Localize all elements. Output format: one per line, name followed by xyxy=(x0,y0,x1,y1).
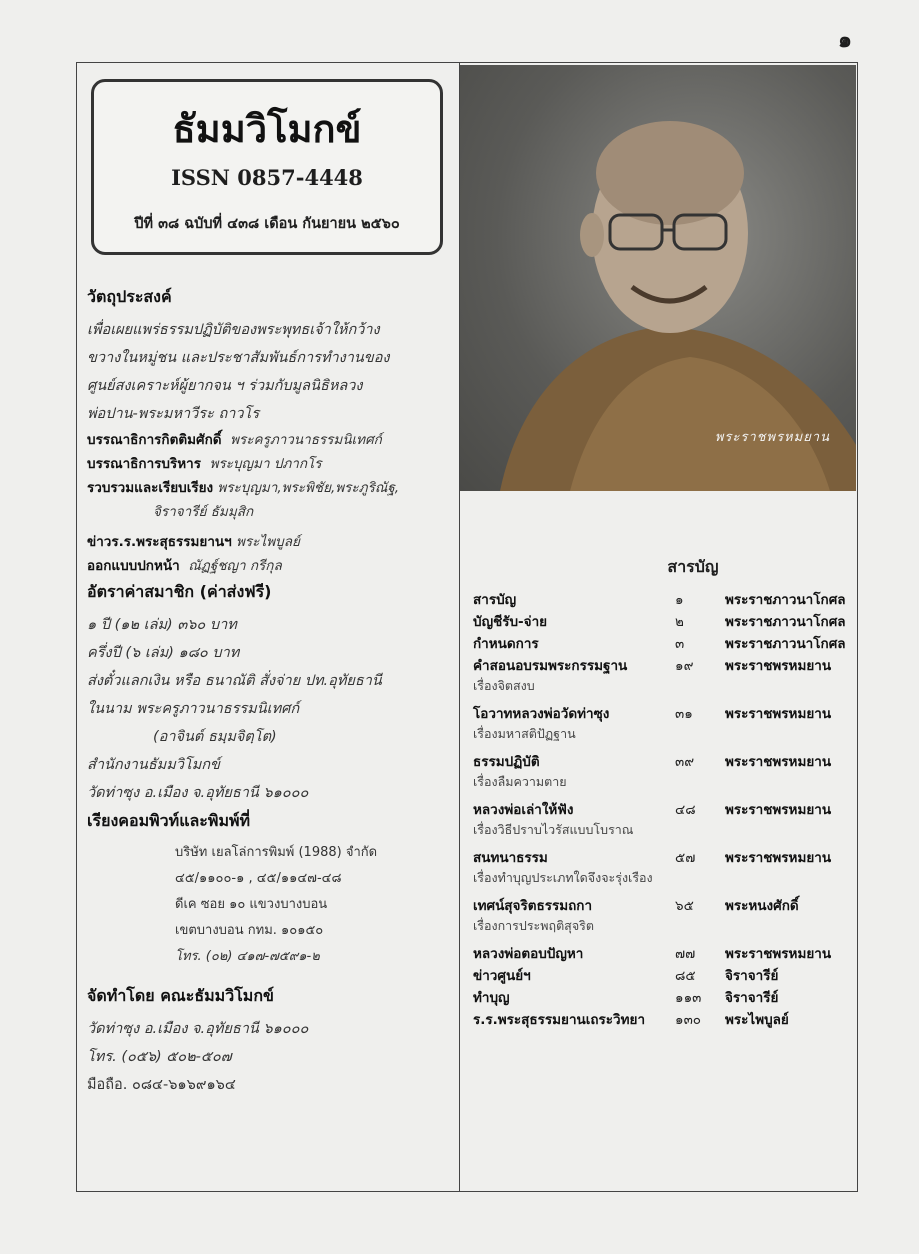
toc-row xyxy=(473,986,853,1008)
toc-row xyxy=(473,1008,853,1030)
toc-page: ๓๑ xyxy=(675,706,693,722)
subscription-line: ในนาม พระครูภาวนาธรรมนิเทศก์ xyxy=(87,701,300,717)
toc-author: พระราชพรหมยาน xyxy=(725,706,832,722)
subscription-line: (อาจินต์ ธมฺมจิตฺโต) xyxy=(153,729,277,745)
toc-row xyxy=(473,942,853,964)
printing-line: โทร. (๐๒) ๔๑๗-๗๕๙๑-๒ xyxy=(175,949,320,964)
toc-title: ร.ร.พระสุธรรมยานเถระวิทยา xyxy=(473,1012,646,1028)
photo-signature: พระราชพรหมยาน xyxy=(714,430,830,445)
toc-title: ธรรมปฏิบัติ xyxy=(473,754,540,770)
credit-name: จิราจารีย์ ธัมมุสิก xyxy=(153,504,254,520)
subscription-heading: อัตราค่าสมาชิก (ค่าส่งฟรี) xyxy=(87,582,272,601)
toc-row xyxy=(473,702,853,724)
credit-name: พระบุญมา ปภากโร xyxy=(209,456,322,472)
toc-subtitle: เรื่องทำบุญประเภทใดจึงจะรุ่งเรือง xyxy=(473,870,653,885)
producer-line: โทร. (๐๕๖) ๕๐๒-๕๐๗ xyxy=(87,1049,232,1065)
page-number: ๑ xyxy=(838,28,852,53)
toc-row xyxy=(473,632,853,654)
subscription-line: ส่งตั๋วแลกเงิน หรือ ธนาณัติ สั่งจ่าย ปท.อุทัยธานี xyxy=(87,673,382,689)
toc-subtitle: เรื่องการประพฤติสุจริต xyxy=(473,918,594,933)
toc-author: พระราชพรหมยาน xyxy=(725,946,832,962)
objectives-line: ศูนย์สงเคราะห์ผู้ยากจน ฯ ร่วมกับมูลนิธิหลวง xyxy=(87,378,363,394)
toc-author: จิราจารีย์ xyxy=(725,990,779,1006)
toc-page: ๑๓๐ xyxy=(675,1012,702,1028)
toc-page: ๘๕ xyxy=(675,968,696,984)
credit-name: ณัฏฐ์ชญา กรีกุล xyxy=(188,558,282,574)
toc-title: สารบัญ xyxy=(473,592,517,608)
toc-author: จิราจารีย์ xyxy=(725,968,779,984)
toc-title: คำสอนอบรมพระกรรมฐาน xyxy=(473,658,628,674)
toc-title: หลวงพ่อตอบปัญหา xyxy=(473,946,584,962)
producer-line: มือถือ. ๐๘๔-๖๑๖๙๑๖๔ xyxy=(87,1077,236,1093)
credit-role: บรรณาธิการบริหาร xyxy=(87,456,201,472)
toc-subtitle: เรื่องลืมความตาย xyxy=(473,774,567,789)
toc-page: ๖๕ xyxy=(675,898,694,914)
toc-page: ๔๘ xyxy=(675,802,696,818)
objectives-line: พ่อปาน-พระมหาวีระ ถาวโร xyxy=(87,406,260,422)
objectives-line: ขวางในหมู่ชน และประชาสัมพันธ์การทำงานของ xyxy=(87,350,390,366)
credit-line xyxy=(87,428,455,452)
masthead xyxy=(91,79,443,255)
toc-row xyxy=(473,894,853,916)
toc-author: พระราชภาวนาโกศล xyxy=(725,614,846,630)
credit-role: รวบรวมและเรียบเรียง xyxy=(87,480,214,496)
toc-page: ๗๗ xyxy=(675,946,696,962)
objectives-heading: วัตถุประสงค์ xyxy=(87,287,172,306)
toc-row xyxy=(473,750,853,772)
subscription-line: ๑ ปี (๑๒ เล่ม) ๓๖๐ บาท xyxy=(87,617,237,633)
toc-author: พระราชพรหมยาน xyxy=(725,658,832,674)
toc-row xyxy=(473,588,853,610)
printing-details xyxy=(87,840,455,970)
issue-info: ปีที่ ๓๘ ฉบับที่ ๔๓๘ เดือน กันยายน ๒๕๖๐ xyxy=(134,216,400,232)
toc-page: ๑๑๓ xyxy=(675,990,702,1006)
toc-author: พระไพบูลย์ xyxy=(725,1012,789,1028)
toc-page: ๒ xyxy=(675,614,684,630)
toc-author: พระหนงศักดิ์ xyxy=(725,898,799,914)
credit-role: บรรณาธิการกิตติมศักดิ์ xyxy=(87,432,222,448)
printing-line: เขตบางบอน กทม. ๑๐๑๕๐ xyxy=(175,923,324,938)
office-line: สำนักงานธัมมวิโมกข์ xyxy=(87,757,220,773)
toc-author: พระราชพรหมยาน xyxy=(725,754,832,770)
credit-role: ออกแบบปกหน้า xyxy=(87,558,180,574)
info-column xyxy=(87,285,455,1099)
office-line: วัดท่าซุง อ.เมือง จ.อุทัยธานี ๖๑๐๐๐ xyxy=(87,785,309,801)
credit-line xyxy=(87,500,455,524)
toc-title: กำหนดการ xyxy=(473,636,539,652)
credit-line xyxy=(87,530,455,554)
credit-role: ข่าวร.ร.พระสุธรรมยานฯ xyxy=(87,534,232,550)
magazine-title: ธัมมวิโมกข์ xyxy=(172,106,362,151)
table-of-contents xyxy=(473,555,853,1030)
credit-name: พระบุญมา,พระพิชัย,พระภูริณัฐ, xyxy=(217,480,400,496)
toc-list xyxy=(473,588,853,1030)
issn: ISSN 0857-4448 xyxy=(171,165,363,190)
printing-heading: เรียงคอมพิวท์และพิมพ์ที่ xyxy=(87,811,251,830)
page-frame xyxy=(76,62,858,1192)
toc-author: พระราชพรหมยาน xyxy=(725,850,832,866)
toc-title: ข่าวศูนย์ฯ xyxy=(473,968,531,984)
credit-line xyxy=(87,554,455,578)
toc-page: ๓ xyxy=(675,636,685,652)
toc-author: พระราชภาวนาโกศล xyxy=(725,592,846,608)
printing-line: ๔๕/๑๑๐๐-๑ , ๔๕/๑๑๔๗-๔๘ xyxy=(175,871,342,886)
toc-page: ๑ xyxy=(675,592,684,608)
toc-title: ทำบุญ xyxy=(473,990,510,1006)
toc-title: สารบัญ xyxy=(667,557,719,576)
monk-portrait-photo xyxy=(460,65,856,491)
printing-line: บริษัท เยลโล่การพิมพ์ (1988) จำกัด xyxy=(175,845,378,860)
toc-row xyxy=(473,846,853,868)
toc-page: ๓๙ xyxy=(675,754,695,770)
toc-author: พระราชพรหมยาน xyxy=(725,802,832,818)
toc-author: พระราชภาวนาโกศล xyxy=(725,636,846,652)
printing-line: ดีเค ซอย ๑๐ แขวงบางบอน xyxy=(175,897,328,912)
credit-name: พระครูภาวนาธรรมนิเทศก์ xyxy=(230,432,382,448)
toc-title: หลวงพ่อเล่าให้ฟัง xyxy=(473,802,574,818)
toc-title: สนทนาธรรม xyxy=(473,850,548,866)
toc-row xyxy=(473,610,853,632)
toc-row xyxy=(473,964,853,986)
toc-title: โอวาทหลวงพ่อวัดท่าซุง xyxy=(473,706,610,722)
credit-line xyxy=(87,476,455,500)
toc-row xyxy=(473,654,853,676)
toc-title: บัญชีรับ-จ่าย xyxy=(473,614,548,630)
subscription-line: ครึ่งปี (๖ เล่ม) ๑๘๐ บาท xyxy=(87,645,240,661)
toc-subtitle: เรื่องมหาสติปัฏฐาน xyxy=(473,726,576,741)
toc-page: ๕๗ xyxy=(675,850,696,866)
toc-title: เทศน์สุจริตธรรมถกา xyxy=(473,898,593,914)
objectives-line: เพื่อเผยแพร่ธรรมปฏิบัติของพระพุทธเจ้าให้กว้าง xyxy=(87,322,380,338)
credit-line xyxy=(87,452,455,476)
toc-page: ๑๙ xyxy=(675,658,694,674)
toc-row xyxy=(473,798,853,820)
producer-heading: จัดทำโดย คณะธัมมวิโมกข์ xyxy=(87,986,274,1005)
producer-line: วัดท่าซุง อ.เมือง จ.อุทัยธานี ๖๑๐๐๐ xyxy=(87,1021,309,1037)
toc-subtitle: เรื่องวิธีปราบไวรัสแบบโบราณ xyxy=(473,822,634,837)
toc-subtitle: เรื่องจิตสงบ xyxy=(473,678,535,693)
credit-name: พระไพบูลย์ xyxy=(236,534,300,550)
